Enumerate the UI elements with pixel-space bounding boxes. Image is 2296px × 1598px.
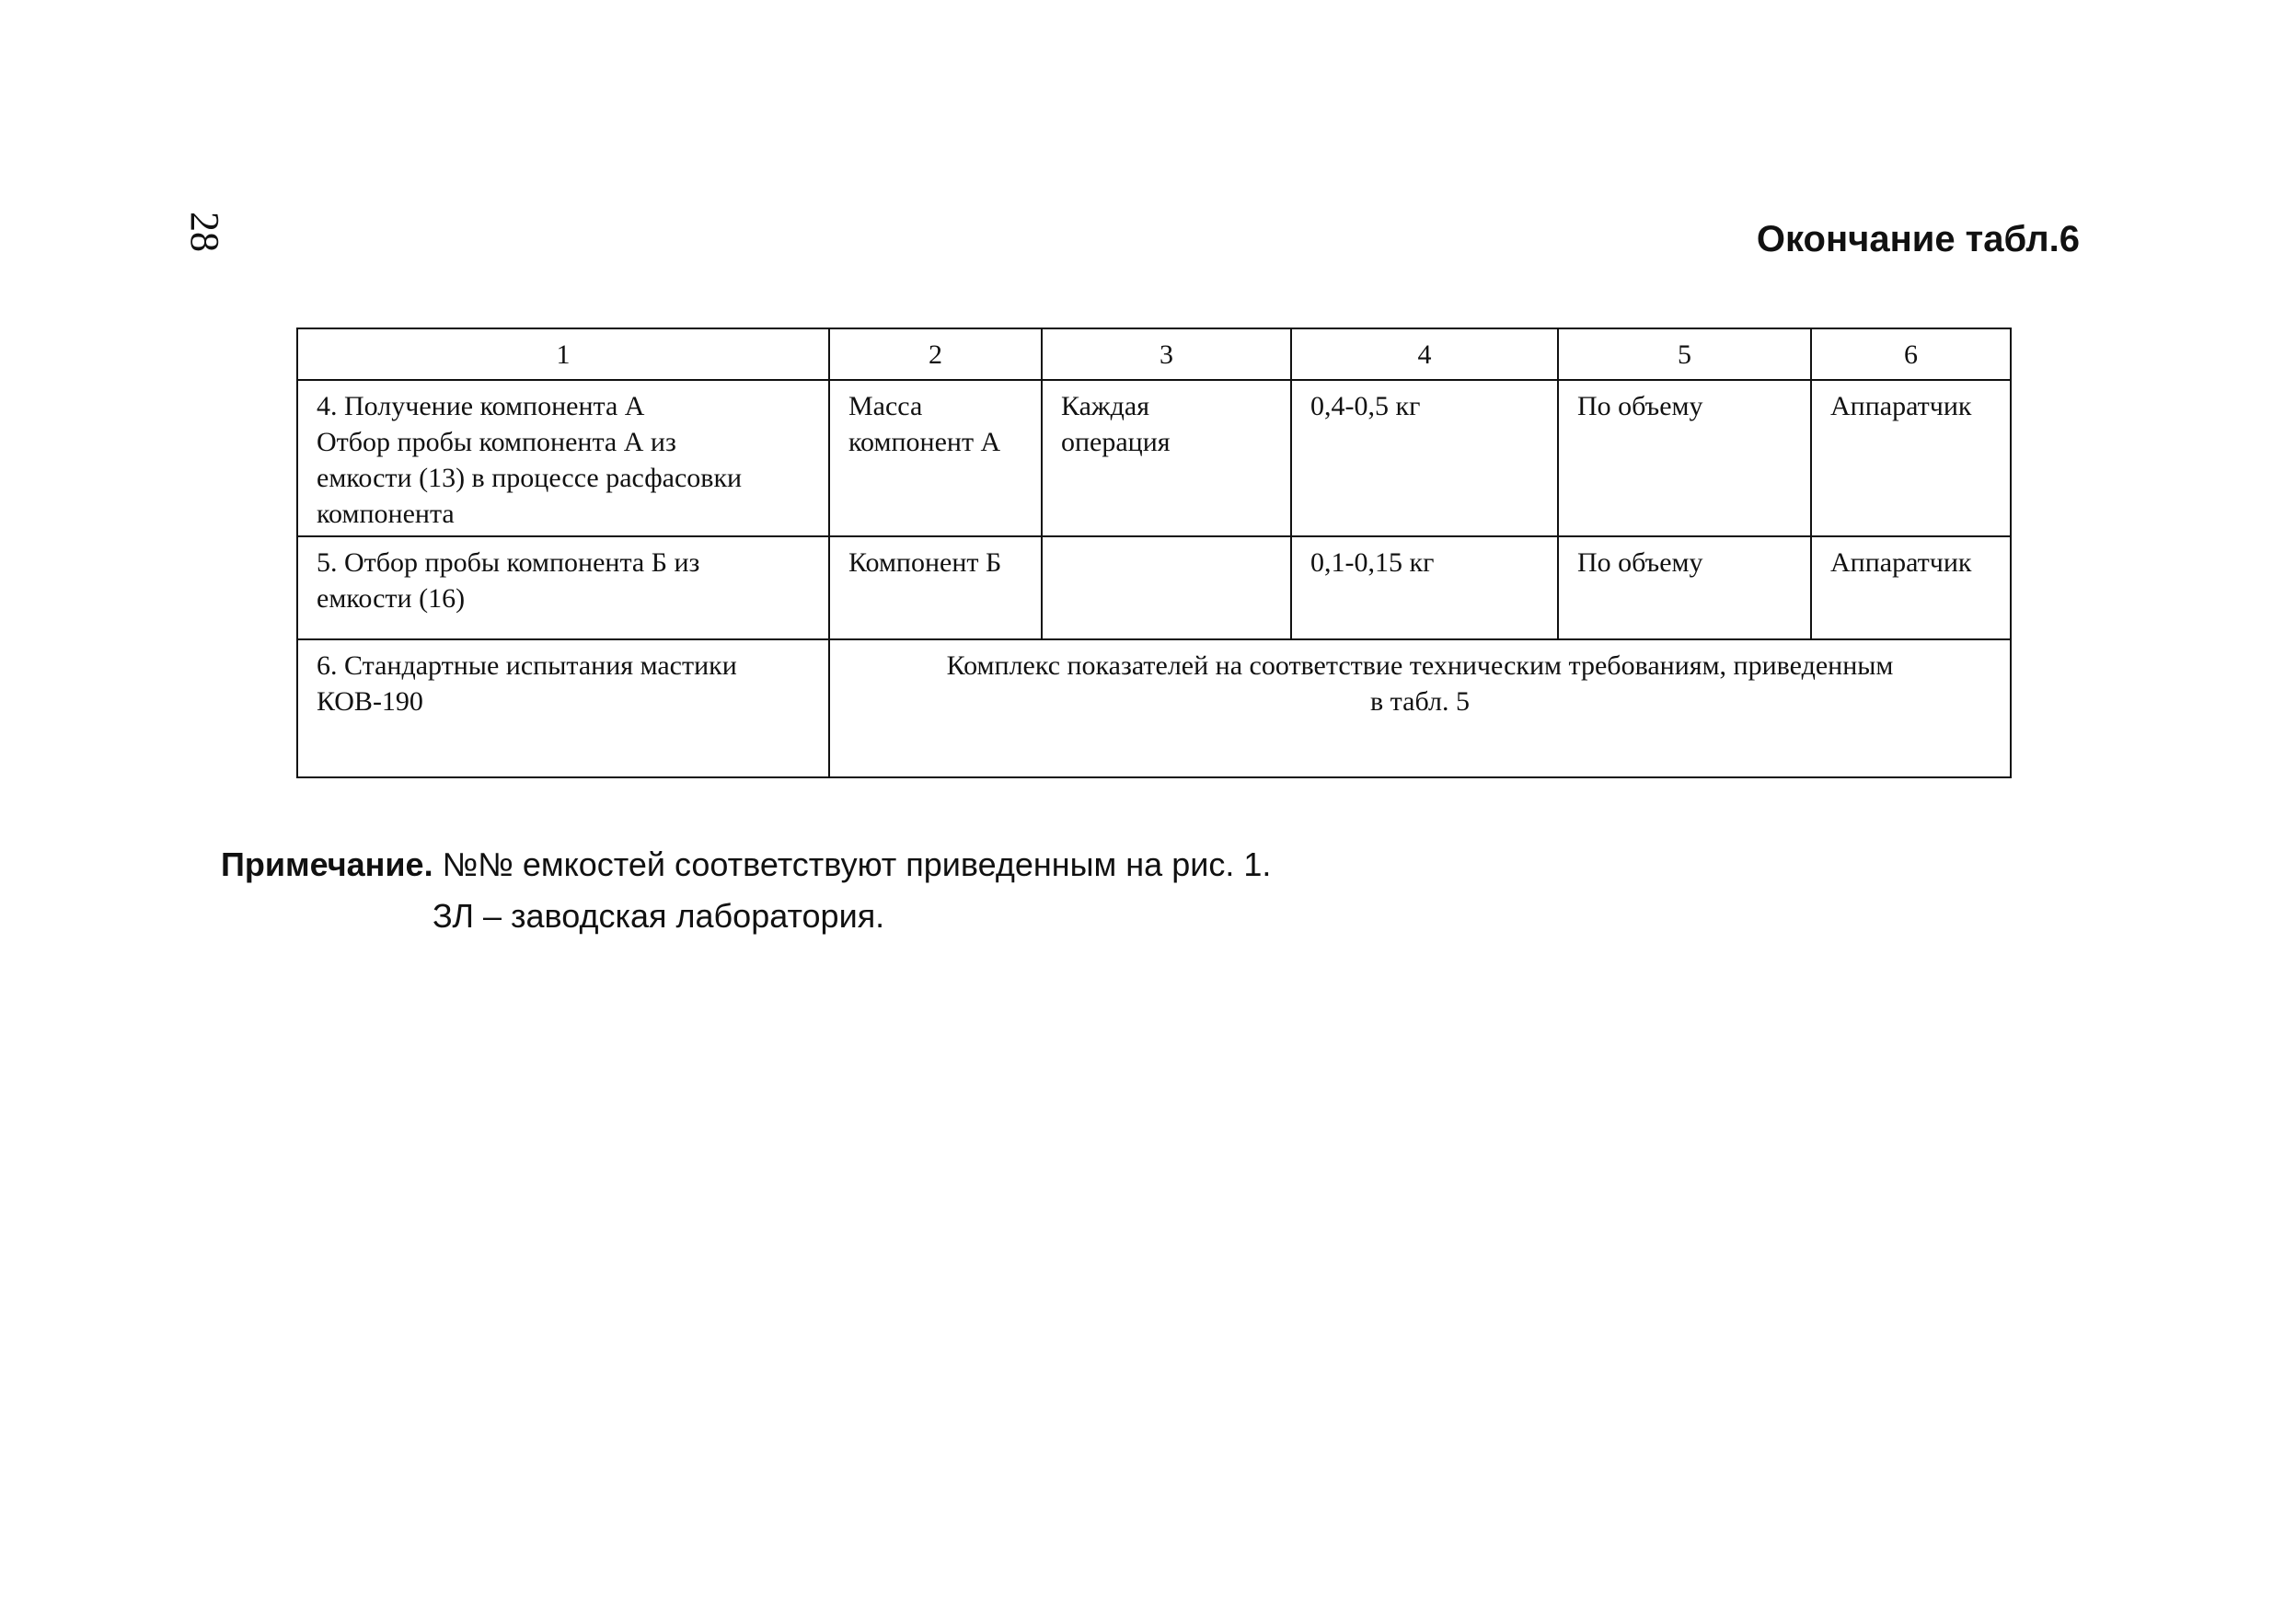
note-line-1 — [221, 839, 1271, 891]
cell-line: 4. Получение компонента А — [317, 391, 645, 421]
column-header: 4 — [1291, 328, 1558, 380]
note — [221, 839, 1271, 942]
data-table — [296, 328, 2012, 778]
column-header: 6 — [1811, 328, 2011, 380]
column-header: 1 — [297, 328, 829, 380]
column-header: 2 — [829, 328, 1042, 380]
table-cell: По объему — [1558, 536, 1811, 639]
cell-line: 6. Стандартные испытания мастики — [317, 650, 737, 681]
cell-line: емкости (13) в процессе расфасовки — [317, 463, 743, 493]
table-cell: 0,1-0,15 кг — [1291, 536, 1558, 639]
cell-line: Масса — [848, 391, 923, 421]
page-number: 28 — [182, 212, 227, 252]
table-header-row — [297, 328, 2011, 380]
note-text-1: №№ емкостей соответствуют приведенным на рис. 1. — [442, 845, 1272, 883]
cell-line: в табл. 5 — [1370, 686, 1470, 717]
cell-line: компонент А — [848, 427, 1001, 457]
note-label: Примечание. — [221, 845, 433, 883]
cell-line: 5. Отбор пробы компонента Б из — [317, 547, 700, 578]
table-cell — [1042, 380, 1291, 536]
cell-line: Каждая — [1061, 391, 1150, 421]
cell-line: емкости (16) — [317, 583, 466, 614]
column-header: 5 — [1558, 328, 1811, 380]
table-title: Окончание табл.6 — [1756, 219, 2080, 259]
table-cell: 0,4-0,5 кг — [1291, 380, 1558, 536]
table-row — [297, 639, 2011, 777]
table-cell — [297, 380, 829, 536]
note-line-2: ЗЛ – заводская лаборатория. — [433, 897, 885, 935]
table-cell: Аппаратчик — [1811, 536, 2011, 639]
column-header: 3 — [1042, 328, 1291, 380]
table-cell — [297, 639, 829, 777]
table-cell — [829, 380, 1042, 536]
table-cell: Аппаратчик — [1811, 380, 2011, 536]
table-row — [297, 536, 2011, 639]
table-cell: По объему — [1558, 380, 1811, 536]
table-cell — [297, 536, 829, 639]
cell-line: компонента — [317, 499, 455, 529]
table-cell — [1042, 536, 1291, 639]
cell-line: операция — [1061, 427, 1171, 457]
cell-line: КОВ-190 — [317, 686, 423, 717]
table-row — [297, 380, 2011, 536]
cell-line: Комплекс показателей на соответствие техническим требованиям, приведенным — [946, 650, 1894, 681]
merged-cell — [829, 639, 2011, 777]
cell-line: Отбор пробы компонента А из — [317, 427, 676, 457]
table-cell: Компонент Б — [829, 536, 1042, 639]
